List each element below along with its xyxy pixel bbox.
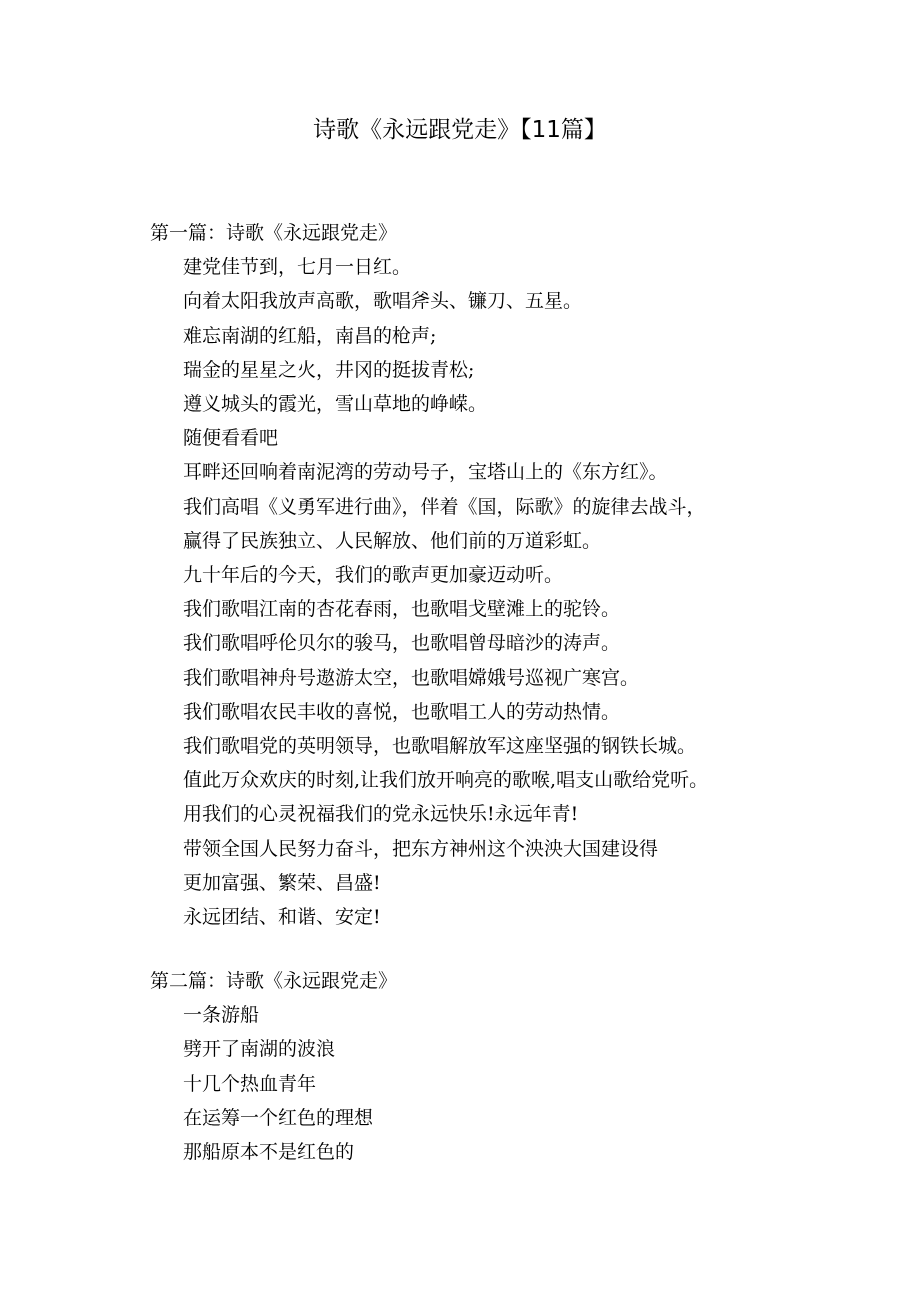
poem-line: 建党佳节到，七月一日红。: [183, 256, 412, 279]
poem-line: 我们歌唱呼伦贝尔的骏马，也歌唱曾母暗沙的涛声。: [183, 632, 621, 655]
section-heading: 第一篇：诗歌《永远跟党走》: [150, 222, 398, 244]
poem-line: 更加富强、繁荣、昌盛!: [183, 871, 381, 894]
poem-line: 带领全国人民努力奋斗，把东方神州这个泱泱大国建设得: [183, 837, 659, 860]
poem-line: 我们歌唱农民丰收的喜悦，也歌唱工人的劳动热情。: [183, 700, 621, 723]
poem-line: 在运筹一个红色的理想: [183, 1106, 374, 1129]
poem-line: 我们歌唱江南的杏花春雨，也歌唱戈壁滩上的驼铃。: [183, 598, 621, 621]
poem-line: 向着太阳我放声高歌，歌唱斧头、镰刀、五星。: [183, 290, 583, 313]
poem-line: 一条游船: [183, 1004, 260, 1027]
poem-line: 劈开了南湖的波浪: [183, 1038, 336, 1061]
poem-line: 用我们的心灵祝福我们的党永远快乐!永远年青!: [183, 803, 579, 826]
poem-line: 随便看看吧: [183, 427, 279, 450]
section-two: [150, 964, 850, 1169]
document-title: 诗歌《永远跟党走》【11篇】: [313, 117, 607, 143]
section-one: [150, 216, 850, 934]
poem-line: 十几个热血青年: [183, 1072, 317, 1095]
section-heading: 第二篇：诗歌《永远跟党走》: [150, 970, 398, 992]
poem-line: 永远团结、和谐、安定!: [183, 906, 381, 929]
poem-line: 值此万众欢庆的时刻,让我们放开响亮的歌喉,唱支山歌给党听。: [183, 769, 709, 792]
poem-line: 耳畔还回响着南泥湾的劳动号子，宝塔山上的《东方红》。: [183, 461, 668, 484]
poem-line: 那船原本不是红色的: [183, 1141, 355, 1164]
poem-line: 难忘南湖的红船，南昌的枪声;: [183, 324, 437, 347]
poem-line: 我们歌唱神舟号遨游太空，也歌唱嫦娥号巡视广寒宫。: [183, 666, 640, 689]
poem-line: 九十年后的今天，我们的歌声更加豪迈动听。: [183, 564, 564, 587]
poem-line: 瑞金的星星之火，井冈的挺拔青松;: [183, 358, 475, 381]
poem-line: 我们高唱《义勇军进行曲》，伴着《国，际歌》的旋律去战斗，: [183, 495, 706, 518]
poem-line: 赢得了民族独立、人民解放、他们前的万道彩虹。: [183, 529, 602, 552]
poem-line: 遵义城头的霞光，雪山草地的峥嵘。: [183, 393, 488, 416]
poem-line: 我们歌唱党的英明领导，也歌唱解放军这座坚强的钢铁长城。: [183, 735, 697, 758]
